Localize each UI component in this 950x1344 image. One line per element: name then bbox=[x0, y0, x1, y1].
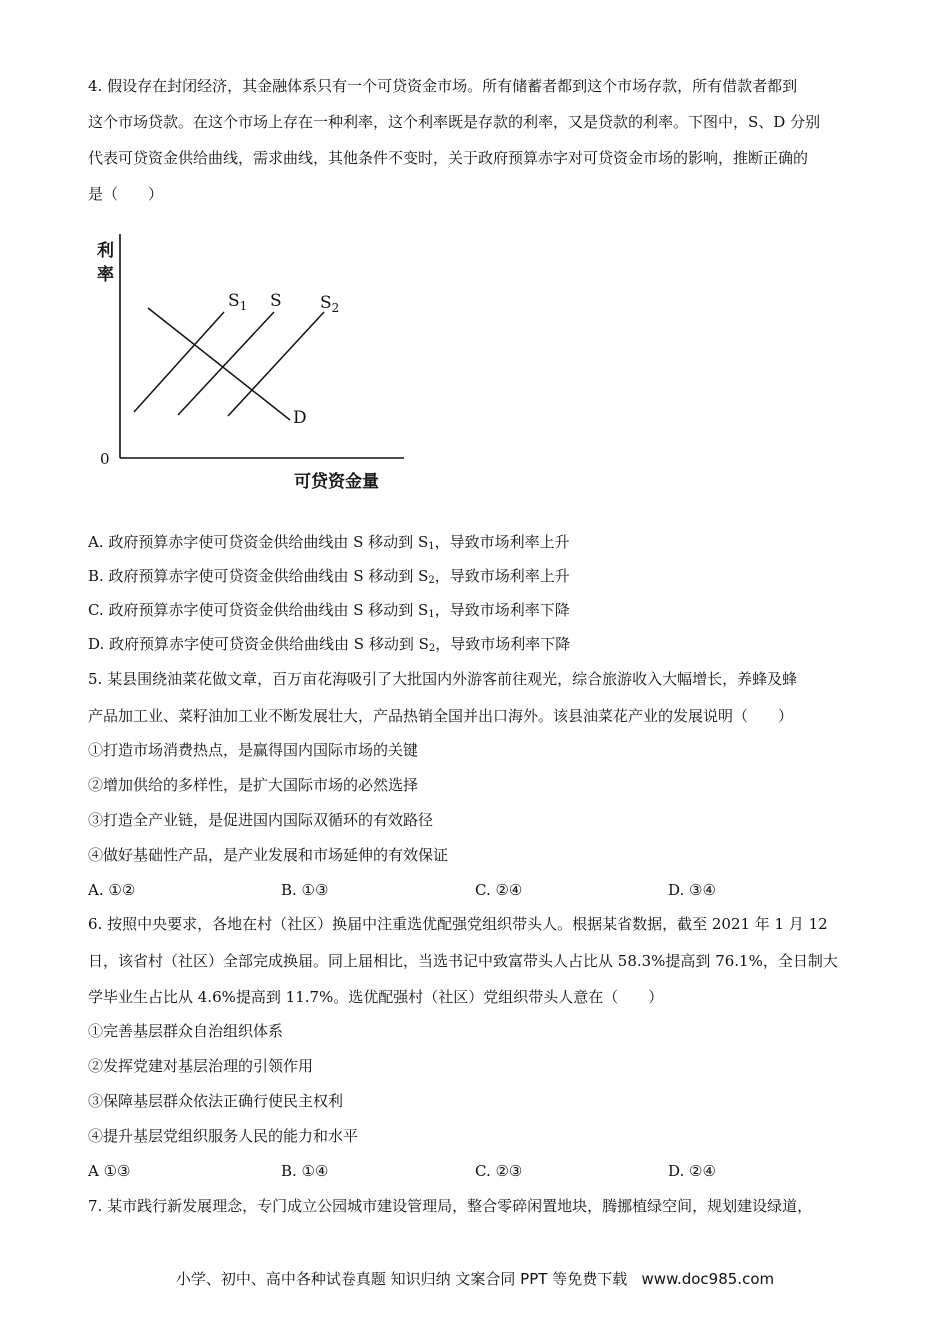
q5-statement-4: ④做好基础性产品，是产业发展和市场延伸的有效保证 bbox=[88, 846, 449, 864]
q6-option-d: D. ②④ bbox=[668, 1162, 716, 1180]
label-s2-sub: 2 bbox=[331, 301, 340, 315]
y-axis-label-char-1: 利 bbox=[97, 241, 114, 261]
demand-curve-d bbox=[148, 308, 290, 420]
label-s1-sub: 1 bbox=[239, 299, 248, 313]
q4-option-a-suffix: ，导致市场利率上升 bbox=[434, 533, 570, 551]
q5-line-2: 产品加工业、菜籽油加工业不断发展壮大，产品热销全国并出口海外。该县油菜花产业的发展说明（ ） bbox=[88, 707, 794, 725]
q4-option-d-text: D. 政府预算赤字使可贷资金供给曲线由 S 移动到 S bbox=[88, 635, 429, 653]
footer-url[interactable]: www.doc985.com bbox=[641, 1270, 775, 1288]
q5-option-c: C. ②④ bbox=[475, 881, 523, 899]
y-axis-label-char-2: 率 bbox=[97, 265, 114, 285]
q4-option-c bbox=[88, 600, 570, 620]
origin-label: 0 bbox=[100, 450, 110, 468]
label-s1 bbox=[228, 291, 247, 313]
q4-option-b-sub: 2 bbox=[428, 575, 435, 586]
q6-option-a: A ①③ bbox=[88, 1162, 131, 1180]
q4-option-b bbox=[88, 566, 570, 586]
footer-text: 小学、初中、高中各种试卷真题 知识归纳 文案合同 PPT 等免费下载 bbox=[175, 1270, 628, 1288]
q7-line-1: 7. 某市践行新发展理念，专门成立公园城市建设管理局，整合零碎闲置地块，腾挪植绿空间，规划建设绿道， bbox=[88, 1197, 813, 1215]
q4-line-3: 代表可贷资金供给曲线，需求曲线，其他条件不变时，关于政府预算赤字对可贷资金市场的影响，推断正确的 bbox=[88, 149, 809, 167]
q5-statement-2: ②增加供给的多样性，是扩大国际市场的必然选择 bbox=[88, 776, 419, 794]
q6-statement-4: ④提升基层党组织服务人民的能力和水平 bbox=[88, 1127, 359, 1145]
q6-line-1: 6. 按照中央要求，各地在村（社区）换届中注重选优配强党组织带头人。根据某省数据，截至 2021 年 1 月 12 bbox=[88, 915, 828, 933]
q4-option-d-suffix: ，导致市场利率下降 bbox=[435, 635, 571, 653]
q6-line-2: 日，该省村（社区）全部完成换届。同上届相比，当选书记中致富带头人占比从 58.3%提高到 76.1%，全日制大 bbox=[88, 952, 838, 970]
q4-option-c-suffix: ，导致市场利率下降 bbox=[434, 601, 570, 619]
q6-statement-2: ②发挥党建对基层治理的引领作用 bbox=[88, 1057, 314, 1075]
q5-option-d: D. ③④ bbox=[668, 881, 716, 899]
footer-banner bbox=[0, 1268, 950, 1289]
q5-statement-1: ①打造市场消费热点，是赢得国内国际市场的关键 bbox=[88, 741, 419, 759]
q4-option-a-sub: 1 bbox=[428, 541, 435, 552]
q4-option-c-text: C. 政府预算赤字使可贷资金供给曲线由 S 移动到 S bbox=[88, 601, 429, 619]
q6-option-b: B. ①④ bbox=[281, 1162, 329, 1180]
supply-curve-s2 bbox=[228, 312, 324, 416]
q6-option-c: C. ②③ bbox=[475, 1162, 523, 1180]
q4-option-c-sub: 1 bbox=[428, 609, 435, 620]
q6-options bbox=[88, 1161, 888, 1181]
q6-statement-1: ①完善基层群众自治组织体系 bbox=[88, 1022, 284, 1040]
q6-line-3: 学毕业生占比从 4.6%提高到 11.7%。选优配强村（社区）党组织带头人意在（ ） bbox=[88, 988, 664, 1006]
q4-line-4: 是（ ） bbox=[88, 185, 164, 203]
label-d: D bbox=[293, 408, 307, 428]
q4-option-b-text: B. 政府预算赤字使可贷资金供给曲线由 S 移动到 S bbox=[88, 567, 429, 585]
loanable-funds-chart bbox=[88, 228, 408, 498]
supply-curve-s bbox=[178, 312, 274, 415]
x-axis-label: 可贷资金量 bbox=[294, 472, 379, 492]
label-s: S bbox=[270, 291, 282, 311]
q5-options bbox=[88, 880, 888, 900]
q4-option-d bbox=[88, 634, 570, 654]
label-s2 bbox=[320, 293, 339, 315]
q5-statement-3: ③打造全产业链，是促进国内国际双循环的有效路径 bbox=[88, 811, 434, 829]
label-s1-main: S bbox=[228, 291, 240, 311]
q4-option-a bbox=[88, 532, 570, 552]
q4-line-2: 这个市场贷款。在这个市场上存在一种利率，这个利率既是存款的利率，又是贷款的利率。下图中，S、D 分别 bbox=[88, 113, 821, 131]
q6-statement-3: ③保障基层群众依法正确行使民主权利 bbox=[88, 1092, 344, 1110]
q4-line-1: 4. 假设存在封闭经济，其金融体系只有一个可贷资金市场。所有储蓄者都到这个市场存款，所有借款者都到 bbox=[88, 77, 798, 95]
q5-line-1: 5. 某县围绕油菜花做文章，百万亩花海吸引了大批国内外游客前往观光，综合旅游收入大幅增长，养蜂及蜂 bbox=[88, 670, 798, 688]
label-s2-main: S bbox=[320, 293, 332, 313]
q5-option-b: B. ①③ bbox=[281, 881, 329, 899]
q4-option-b-suffix: ，导致市场利率上升 bbox=[434, 567, 570, 585]
q5-option-a: A. ①② bbox=[88, 881, 136, 899]
q4-option-d-sub: 2 bbox=[428, 643, 436, 654]
q4-option-a-text: A. 政府预算赤字使可贷资金供给曲线由 S 移动到 S bbox=[88, 533, 429, 551]
supply-curve-s1 bbox=[134, 312, 224, 412]
